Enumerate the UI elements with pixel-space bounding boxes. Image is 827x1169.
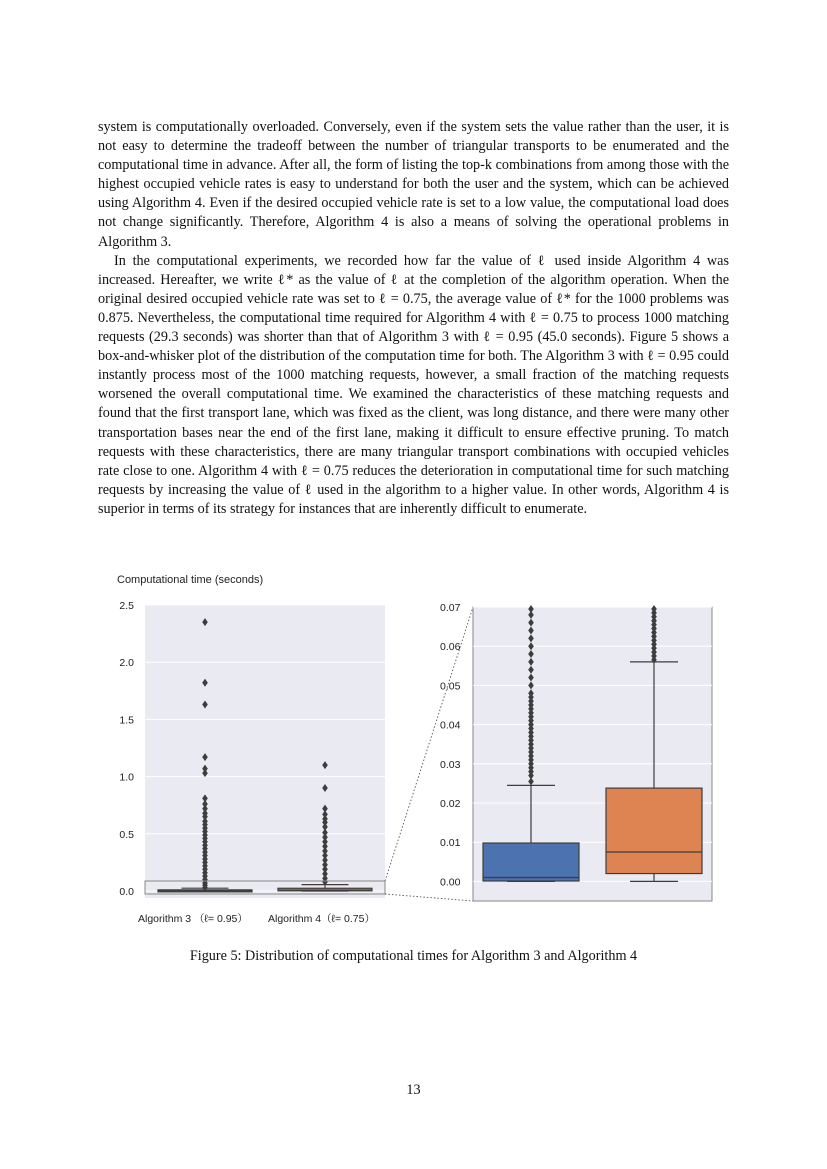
right-y-tick-label-7: 0.07 — [440, 602, 461, 614]
left-category-label-0: Algorithm 3 （ℓ= 0.95） — [138, 913, 248, 925]
left-y-tick-label-0: 0.0 — [119, 886, 134, 898]
boxplot-figure — [100, 565, 740, 935]
left-y-tick-label-5: 2.5 — [119, 600, 134, 612]
left-plot-area — [145, 605, 385, 898]
left-y-tick-label-3: 1.5 — [119, 714, 134, 727]
right-box-0 — [483, 843, 579, 881]
paragraph-1: system is computationally overloaded. Conversely, even if the system sets the value rather than the user, it is not easy to determine the tradeoff between the number of triangular transports to be enumerated and the computational time in advance. After all, the form of listing the top-k combinations from among those with the highest occupied vehicle rates is easy to understand for both the user and the system, which can be achieved using Algorithm 4. Even if the desired occupied vehicle rate is set to a low value, the computational load does not change significantly. Therefore, Algorithm 4 is also a means of solving the operational problems in Algorithm 3. — [98, 119, 729, 250]
left-y-tick-label-2: 1.0 — [119, 771, 134, 784]
left-y-tick-label-1: 0.5 — [119, 828, 134, 841]
right-y-tick-label-0: 0.00 — [440, 876, 461, 889]
figure-5 — [100, 565, 740, 935]
left-y-tick-label-4: 2.0 — [119, 657, 134, 670]
right-y-ticks — [440, 602, 461, 888]
right-y-tick-label-2: 0.02 — [440, 798, 461, 810]
right-y-tick-label-6: 0.06 — [440, 641, 461, 654]
right-y-tick-label-1: 0.01 — [440, 837, 461, 850]
body-text — [98, 118, 729, 519]
right-y-tick-label-4: 0.04 — [440, 719, 461, 732]
page-number: 13 — [406, 1082, 421, 1098]
left-y-ticks — [119, 600, 134, 898]
paragraph-2: In the computational experiments, we recorded how far the value of ℓ used inside Algorithm 4 was increased. Hereafter, we write ℓ* as the value of ℓ at the completion of the algorithm operation. When the original desired occupied vehicle rate was set to ℓ = 0.75, the average value of ℓ* for the 1000 problems was 0.875. Nevertheless, the computational time required for Algorithm 4 with ℓ = 0.75 to process 1000 matching requests (29.3 seconds) was shorter than that of Algorithm 3 with ℓ = 0.95 (45.0 seconds). Figure 5 shows a box-and-whisker plot of the distribution of the computation time for both. The Algorithm 3 with ℓ = 0.95 could instantly process most of the 1000 matching requests, however, a small fraction of the matching requests worsened the overall computational time. We examined the characteristics of these matching requests and found that the first transport lane, which was fixed as the client, was long distance, and there were many other transportation bases near the end of the first lane, making it difficult to ensure effective pruning. To match requests with these characteristics, there are many triangular transport combinations with occupied vehicles rate close to one. Algorithm 4 with ℓ = 0.75 reduces the deterioration in computational time for such matching requests by increasing the value of ℓ used in the algorithm to a higher value. In other words, Algorithm 4 is superior in terms of its strategy for instances that are inherently difficult to enumerate. — [98, 252, 729, 517]
figure-caption: Figure 5: Distribution of computational times for Algorithm 3 and Algorithm 4 — [189, 948, 638, 964]
right-y-tick-label-5: 0.05 — [440, 680, 461, 693]
zoom-connector-bottom — [385, 894, 473, 901]
left-y-axis-label: Computational time (seconds) — [117, 574, 264, 586]
right-box-1 — [606, 788, 702, 873]
left-category-label-1: Algorithm 4（ℓ= 0.75） — [268, 913, 375, 925]
right-y-tick-label-3: 0.03 — [440, 758, 461, 771]
